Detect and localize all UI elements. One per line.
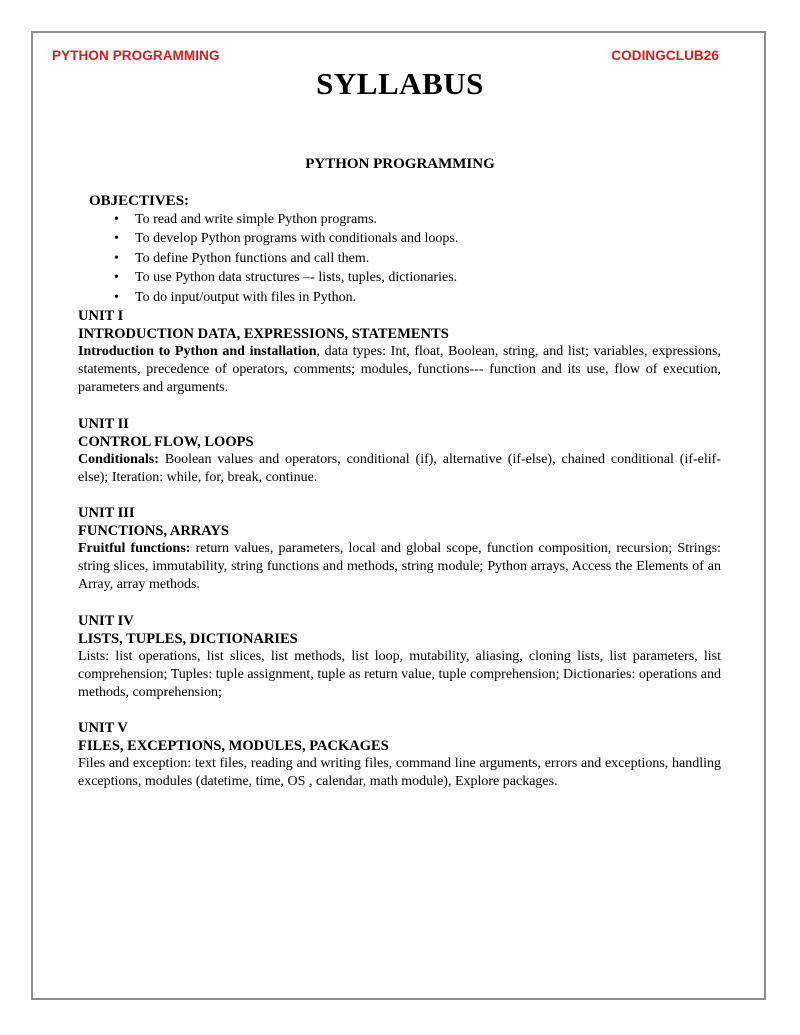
objective-item: • To use Python data structures –- lists, tuples, dictionaries. <box>78 268 721 287</box>
bullet-icon: • <box>114 289 119 305</box>
unit-heading: CONTROL FLOW, LOOPS <box>78 433 254 450</box>
unit-description: Fruitful functions: return values, parameters, local and global scope, function composition, recursion; Strings: string slices, immutability, string functions and methods, string module; Python arrays, Access the Elements of an Array, array methods. <box>78 541 721 593</box>
unit-heading: INTRODUCTION DATA, EXPRESSIONS, STATEMENTS <box>78 326 449 343</box>
unit-section-3 <box>78 504 721 595</box>
unit-number: UNIT IV <box>78 612 134 629</box>
unit-section-4 <box>78 612 721 703</box>
bullet-icon: • <box>114 212 119 227</box>
unit-description: Conditionals: Boolean values and operators, conditional (if), alternative (if-else), chained conditional (if-elif-else); Iteration: while, for, break, continue. <box>78 451 721 485</box>
unit-section-2 <box>78 415 721 487</box>
course-subtitle: PYTHON PROGRAMMING <box>305 156 495 172</box>
unit-description: Files and exception: text files, reading and writing files, command line arguments, errors and exceptions, handling exceptions, modules (datetime, time, OS , calendar, math module), Explore packages. <box>78 756 721 790</box>
unit-heading: FILES, EXCEPTIONS, MODULES, PACKAGES <box>78 738 389 755</box>
unit-number: UNIT V <box>78 720 128 737</box>
unit-description: Introduction to Python and installation, data types: Int, float, Boolean, string, and list; variables, expressions, statements, precedence of operators, comments; modules, functions--- function and its use, flow of execution, parameters and arguments. <box>78 344 721 396</box>
syllabus-content <box>78 192 721 792</box>
objectives-list <box>78 210 721 307</box>
bullet-icon: • <box>114 270 119 286</box>
unit-lead-text: Introduction to Python and installation <box>78 344 317 360</box>
unit-lead-text: Conditionals: <box>78 451 159 467</box>
unit-number: UNIT II <box>78 415 129 432</box>
unit-heading: LISTS, TUPLES, DICTIONARIES <box>78 630 298 647</box>
unit-lead-text: Fruitful functions: <box>78 541 191 557</box>
unit-number: UNIT III <box>78 505 135 522</box>
unit-section-1 <box>78 307 721 398</box>
objective-item: • To develop Python programs with conditionals and loops. <box>78 229 721 248</box>
objective-item: • To define Python functions and call them. <box>78 249 721 268</box>
header-right-label: CODINGCLUB26 <box>611 48 719 63</box>
unit-number: UNIT I <box>78 308 124 325</box>
objective-item: • To read and write simple Python programs. <box>78 210 721 229</box>
objective-item: • To do input/output with files in Python. <box>78 288 721 307</box>
bullet-icon: • <box>114 250 119 266</box>
bullet-icon: • <box>114 231 119 247</box>
unit-description: Lists: list operations, list slices, list methods, list loop, mutability, aliasing, cloning lists, list parameters, list comprehension; Tuples: tuple assignment, tuple as return value, tuple comprehension; Dictionaries: operations and methods, comprehension; <box>78 648 721 701</box>
objectives-heading: OBJECTIVES: <box>89 193 190 209</box>
unit-section-5 <box>78 719 721 791</box>
header-left-label: PYTHON PROGRAMMING <box>52 48 220 63</box>
page-title: SYLLABUS <box>316 66 484 101</box>
unit-heading: FUNCTIONS, ARRAYS <box>78 523 229 540</box>
